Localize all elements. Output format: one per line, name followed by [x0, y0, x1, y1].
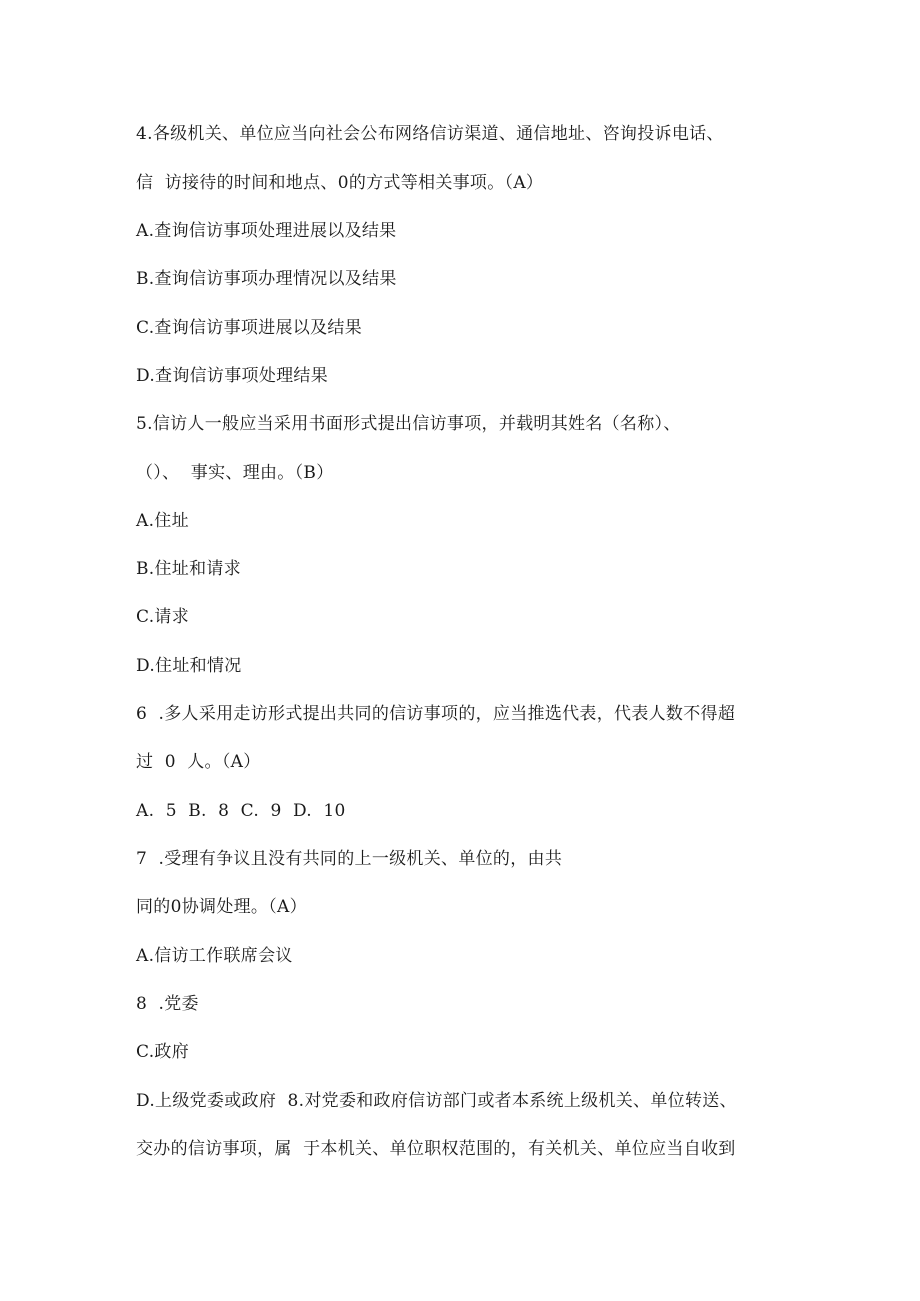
- question-6-text: 6 .多人采用走访形式提出共同的信访事项的，应当推选代表，代表人数不得超: [136, 704, 736, 724]
- question-7-option-b: 8 .党委: [136, 994, 199, 1014]
- question-5-text: 5.信访人一般应当采用书面形式提出信访事项，并载明其姓名（名称）、: [136, 414, 681, 434]
- question-4-option-d: D.查询信访事项处理结果: [136, 366, 329, 386]
- question-6-options: A. 5 B. 8 C. 9 D. 10: [136, 801, 346, 821]
- question-4-text: 4.各级机关、单位应当向社会公布网络信访渠道、通信地址、咨询投诉电话、: [136, 124, 724, 144]
- question-4-text-cont: 信 访接待的时间和地点、0的方式等相关事项。（A）: [136, 173, 544, 193]
- question-7-option-c: C.政府: [136, 1042, 190, 1062]
- question-4-option-b: B.查询信访事项办理情况以及结果: [136, 269, 397, 289]
- question-5-option-c: C.请求: [136, 607, 190, 627]
- question-5-option-d: D.住址和情况: [136, 656, 242, 676]
- question-4-option-a: A.查询信访事项处理进展以及结果: [136, 221, 397, 241]
- question-7-text-cont: 同的0协调处理。（A）: [136, 897, 307, 917]
- question-7-option-d-and-question-8: D.上级党委或政府 8.对党委和政府信访部门或者本系统上级机关、单位转送、: [136, 1091, 737, 1111]
- question-7-text: 7 .受理有争议且没有共同的上一级机关、单位的，由共: [136, 849, 563, 869]
- question-4-option-c: C.查询信访事项进展以及结果: [136, 318, 363, 338]
- question-5-option-a: A.住址: [136, 511, 189, 531]
- question-5-text-cont: （）、 事实、理由。（B）: [136, 463, 334, 483]
- question-5-option-b: B.住址和请求: [136, 559, 241, 579]
- question-8-text-cont: 交办的信访事项，属 于本机关、单位职权范围的，有关机关、单位应当自收到: [136, 1139, 736, 1159]
- question-7-option-a: A.信访工作联席会议: [136, 946, 293, 966]
- question-6-text-cont: 过 0 人。（A）: [136, 752, 261, 772]
